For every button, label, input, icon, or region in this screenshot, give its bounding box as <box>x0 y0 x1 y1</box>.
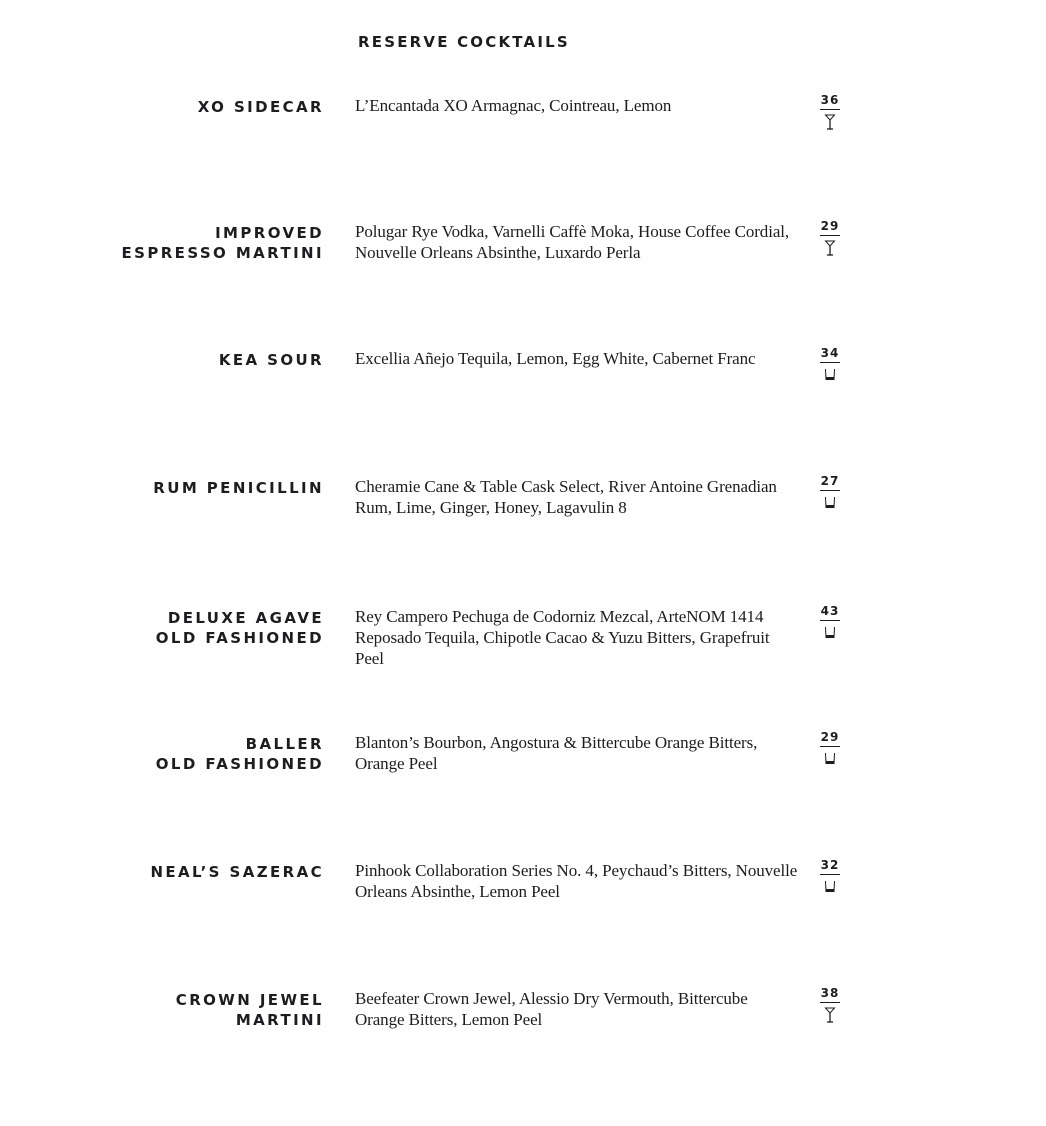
price-block <box>818 93 842 130</box>
price-block <box>818 858 842 893</box>
item-name: DELUXE AGAVE OLD FASHIONED <box>155 609 324 647</box>
item-price: 34 <box>820 346 840 363</box>
price-block <box>818 474 842 509</box>
item-price: 29 <box>820 730 840 747</box>
item-description: L’Encantada XO Armagnac, Cointreau, Lemon <box>355 96 672 115</box>
coupe-glass-icon <box>824 240 836 256</box>
item-description: Pinhook Collaboration Series No. 4, Peychaud’s Bitters, Nouvelle Orleans Absinthe, Lemon Peel <box>355 861 798 901</box>
rocks-glass-icon <box>824 879 836 893</box>
rocks-glass-icon <box>824 367 836 381</box>
price-block <box>818 219 842 256</box>
section-title: RESERVE COCKTAILS <box>358 33 570 51</box>
item-name: BALLER OLD FASHIONED <box>155 735 324 773</box>
price-block <box>818 730 842 765</box>
item-name: XO SIDECAR <box>197 98 324 116</box>
item-name: IMPROVED ESPRESSO MARTINI <box>121 224 324 262</box>
rocks-glass-icon <box>824 495 836 509</box>
item-price: 38 <box>820 986 840 1003</box>
item-name: CROWN JEWEL MARTINI <box>175 991 324 1029</box>
item-description: Excellia Añejo Tequila, Lemon, Egg White, Cabernet Franc <box>355 349 756 368</box>
item-price: 29 <box>820 219 840 236</box>
item-name: NEAL’S SAZERAC <box>150 863 324 881</box>
price-block <box>818 604 842 639</box>
item-description: Rey Campero Pechuga de Codorniz Mezcal, ArteNOM 1414 Reposado Tequila, Chipotle Cacao & Yuzu Bitters, Grapefruit Peel <box>355 607 770 668</box>
price-block <box>818 346 842 381</box>
item-description: Polugar Rye Vodka, Varnelli Caffè Moka, House Coffee Cordial, Nouvelle Orleans Absinthe, Luxardo Perla <box>355 222 790 262</box>
item-description: Blanton’s Bourbon, Angostura & Bittercube Orange Bitters, Orange Peel <box>355 733 758 773</box>
item-description: Beefeater Crown Jewel, Alessio Dry Vermouth, Bittercube Orange Bitters, Lemon Peel <box>355 989 748 1029</box>
item-name: RUM PENICILLIN <box>153 479 324 497</box>
rocks-glass-icon <box>824 751 836 765</box>
rocks-glass-icon <box>824 625 836 639</box>
price-block <box>818 986 842 1023</box>
item-price: 43 <box>820 604 840 621</box>
item-price: 36 <box>820 93 840 110</box>
coupe-glass-icon <box>824 1007 836 1023</box>
coupe-glass-icon <box>824 114 836 130</box>
item-price: 32 <box>820 858 840 875</box>
item-description: Cheramie Cane & Table Cask Select, River Antoine Grenadian Rum, Lime, Ginger, Honey, Lagavulin 8 <box>355 477 777 517</box>
item-price: 27 <box>820 474 840 491</box>
item-name: KEA SOUR <box>218 351 324 369</box>
